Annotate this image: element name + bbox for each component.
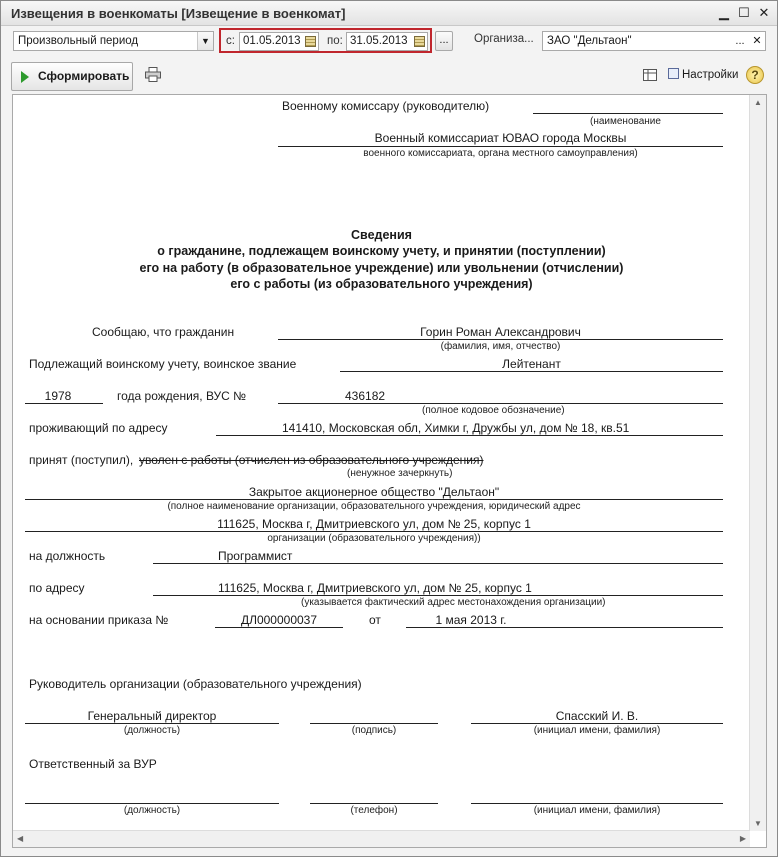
close-button[interactable]: ✕ <box>758 5 770 20</box>
scroll-right-icon[interactable]: ▶ <box>739 834 746 843</box>
organization-label: Организа... <box>474 33 534 45</box>
calendar-icon[interactable] <box>305 36 316 47</box>
naming-hint: (наименование <box>590 116 661 127</box>
position-value: Программист <box>218 549 293 563</box>
order-from-label: от <box>369 613 381 627</box>
period-type-value: Произвольный период <box>18 35 139 47</box>
date-to-field[interactable] <box>346 32 428 51</box>
organization-legal-address: 111625, Москва г, Дмитриевского ул, дом № 25, корпус 1 <box>217 517 531 531</box>
citizen-name: Горин Роман Александрович <box>420 325 581 339</box>
org-address-hint: (указывается фактический адрес местонахождения организации) <box>301 597 606 608</box>
document-heading-line4: его с работы (из образовательного учреждения) <box>230 277 533 291</box>
phone-hint: (телефон) <box>350 805 398 816</box>
divider <box>533 113 723 114</box>
org-address-value: 111625, Москва г, Дмитриевского ул, дом № 25, корпус 1 <box>218 581 532 595</box>
initials-hint: (инициал имени, фамилия) <box>533 805 661 816</box>
divider <box>25 531 723 532</box>
vus-hint: (полное кодовое обозначение) <box>422 405 565 416</box>
commissariat-hint: военного комиссариата, органа местного самоуправления) <box>363 148 638 159</box>
divider <box>278 403 723 404</box>
horizontal-scrollbar[interactable] <box>13 830 750 847</box>
divider <box>278 146 723 147</box>
position-label: на должность <box>29 549 106 563</box>
command-bar <box>1 59 777 93</box>
title-bar <box>1 1 777 26</box>
head-label: Руководитель организации (образовательного учреждения) <box>29 677 362 691</box>
dismissed-struck-text: уволен с работы (отчислен из образовательного учреждения) <box>139 453 484 467</box>
report-document <box>12 94 767 848</box>
document-heading-line2: о гражданине, подлежащем воинскому учету, и принятии (поступлении) <box>157 244 606 258</box>
rank-value: Лейтенант <box>502 357 561 371</box>
settings-button[interactable] <box>668 68 738 81</box>
organization-field[interactable] <box>542 31 766 51</box>
citizen-label: Сообщаю, что гражданин <box>92 325 235 339</box>
filter-bar <box>1 27 777 57</box>
head-name: Спасский И. В. <box>555 709 639 723</box>
position-hint: (должность) <box>123 805 181 816</box>
chevron-down-icon[interactable]: ▼ <box>197 32 213 50</box>
divider <box>310 803 438 804</box>
order-number: ДЛ000000037 <box>240 613 318 627</box>
scroll-up-icon[interactable]: ▲ <box>754 98 762 107</box>
scroll-left-icon[interactable]: ◀ <box>17 834 24 843</box>
organization-clear-icon[interactable]: ✕ <box>752 35 762 47</box>
organization-hint: (полное наименование организации, образовательного учреждения, юридический адрес <box>167 501 581 512</box>
divider <box>216 435 723 436</box>
settings-label: Настройки <box>682 69 739 81</box>
signature-hint: (подпись) <box>351 725 397 736</box>
scroll-down-icon[interactable]: ▼ <box>754 819 762 828</box>
generate-button-label: Сформировать <box>38 69 130 83</box>
vus-value: 436182 <box>345 389 386 403</box>
organization-value: ЗАО "Дельтаон" <box>547 35 632 47</box>
period-select-button[interactable]: ... <box>435 31 453 51</box>
settings-icon <box>668 68 679 79</box>
date-from-field[interactable] <box>239 32 319 51</box>
divider <box>278 339 723 340</box>
address-label: проживающий по адресу <box>29 421 168 435</box>
document-heading: Сведения <box>351 228 412 242</box>
vur-label: Ответственный за ВУР <box>29 757 157 771</box>
order-date: 1 мая 2013 г. <box>435 613 507 627</box>
table-layout-icon[interactable] <box>643 69 657 81</box>
order-label: на основании приказа № <box>29 613 169 627</box>
minimize-button[interactable]: ▁ <box>719 5 729 20</box>
address-value: 141410, Московская обл, Химки г, Дружбы ул, дом № 18, кв.51 <box>282 421 630 435</box>
divider <box>340 371 723 372</box>
birth-year: 1978 <box>44 389 72 403</box>
hired-label: принят (поступил), <box>29 453 134 467</box>
calendar-icon[interactable] <box>414 36 425 47</box>
window-title: Извещения в военкоматы [Извещение в военкомат] <box>11 6 346 21</box>
head-position: Генеральный директор <box>87 709 217 723</box>
maximize-button[interactable]: ☐ <box>738 5 750 20</box>
to-label: по: <box>327 35 343 47</box>
organization-hint2: организации (образовательного учреждения)) <box>267 533 481 544</box>
print-icon[interactable] <box>145 67 161 82</box>
divider <box>25 499 723 500</box>
from-label: с: <box>226 35 235 47</box>
to-commissioner-text: Военному комиссару (руководителю) <box>282 99 490 113</box>
document-heading-line3: его на работу (в образовательное учреждение) или увольнении (отчислении) <box>139 261 624 275</box>
divider <box>310 723 438 724</box>
divider <box>25 403 103 404</box>
generate-button[interactable] <box>11 62 133 91</box>
date-from-value: 01.05.2013 <box>243 35 301 47</box>
commissariat-name: Военный комиссариат ЮВАО города Москвы <box>374 131 627 145</box>
divider <box>153 563 723 564</box>
help-icon[interactable]: ? <box>746 66 764 84</box>
rank-label: Подлежащий воинскому учету, воинское звание <box>29 357 297 371</box>
divider <box>471 723 723 724</box>
position-hint: (должность) <box>123 725 181 736</box>
divider <box>25 803 279 804</box>
strike-hint: (ненужное зачеркнуть) <box>347 468 453 479</box>
divider <box>406 627 723 628</box>
organization-select-button[interactable]: ... <box>735 35 745 47</box>
divider <box>153 595 723 596</box>
citizen-hint: (фамилия, имя, отчество) <box>440 341 561 352</box>
org-address-label: по адресу <box>29 581 85 595</box>
organization-full-name: Закрытое акционерное общество "Дельтаон" <box>248 485 500 499</box>
initials-hint: (инициал имени, фамилия) <box>533 725 661 736</box>
birth-label: года рождения, ВУС № <box>117 389 247 403</box>
period-type-select[interactable] <box>13 31 214 51</box>
vertical-scrollbar[interactable] <box>749 95 766 831</box>
divider <box>25 723 279 724</box>
divider <box>215 627 343 628</box>
play-icon <box>21 71 29 83</box>
date-to-value: 31.05.2013 <box>350 35 408 47</box>
divider <box>471 803 723 804</box>
